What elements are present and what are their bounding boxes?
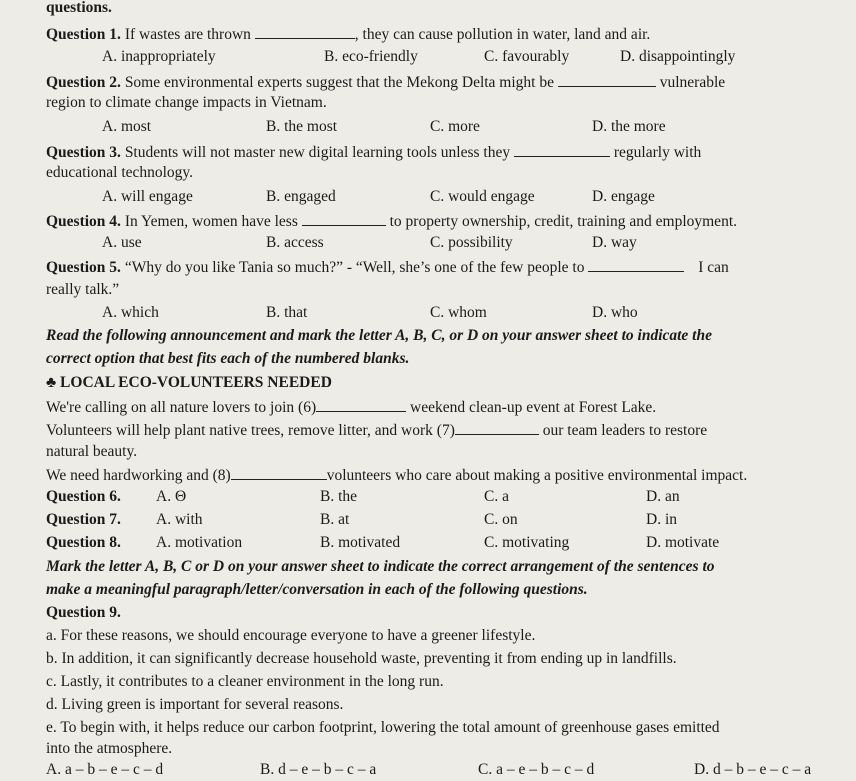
q8-label: Question 8. [46,534,121,551]
q2-option-c[interactable]: C. more [430,118,480,135]
q2-option-d[interactable]: D. the more [592,118,666,135]
announcement-line-4 [46,465,848,486]
q5-option-d[interactable]: D. who [592,304,638,321]
instruction-2-line-2: make a meaningful paragraph/letter/conversation in each of the following questions. [46,581,588,598]
q1-blank[interactable] [255,24,355,39]
q5-option-a[interactable]: A. which [102,304,159,321]
q9-sentence-a: a. For these reasons, we should encourage everyone to have a greener lifestyle. [46,627,536,644]
blank-6[interactable] [316,397,406,412]
q6-option-c[interactable]: C. a [484,488,509,505]
question-4 [46,211,848,232]
q1-text-b: , they can cause pollution in water, land and air. [354,26,651,43]
announcement-title: LOCAL ECO-VOLUNTEERS NEEDED [60,374,332,391]
q2-text-a: Some environmental experts suggest that the Mekong Delta might be [124,74,554,91]
q9-option-d[interactable]: D. d – b – e – c – a [694,761,812,778]
q9-sentence-c: c. Lastly, it contributes to a cleaner environment in the long run. [46,673,444,690]
announcement-title-row [46,373,848,393]
announcement-l1a: We're calling on all nature lovers to join (6) [46,399,317,416]
announcement-l4b: volunteers who care about making a positive environmental impact. [326,467,748,484]
q1-label: Question 1. [46,26,121,43]
q5-blank[interactable] [588,257,684,272]
q8-option-d[interactable]: D. motivate [646,534,720,551]
q1-option-a[interactable]: A. inappropriately [102,48,216,65]
announcement-line-3: natural beauty. [46,443,138,460]
announcement-line-1 [46,397,848,418]
q4-option-c[interactable]: C. possibility [430,234,513,251]
announcement-l2b: our team leaders to restore [542,422,708,439]
q2-option-a[interactable]: A. most [102,118,152,135]
q5-label: Question 5. [46,259,121,276]
question-3 [46,142,848,163]
q6-label: Question 6. [46,488,121,505]
q4-text-a: In Yemen, women have less [124,213,298,230]
header-text: questions. [46,0,112,16]
q9-option-a[interactable]: A. a – b – e – c – d [46,761,164,778]
announcement-l4a: We need hardworking and (8) [46,467,231,484]
q1-text-a: If wastes are thrown [124,26,251,43]
announcement-l2a: Volunteers will help plant native trees, remove litter, and work (7) [46,422,455,439]
q9-option-b[interactable]: B. d – e – b – c – a [260,761,377,778]
q9-sentence-d: d. Living green is important for several reasons. [46,696,344,713]
q5-text-a: “Why do you like Tania so much?” - “Well, she’s one of the few people to [124,259,585,276]
q3-text-b: regularly with [613,144,702,161]
q4-option-a[interactable]: A. use [102,234,142,251]
q8-row [46,533,848,553]
q4-option-d[interactable]: D. way [592,234,637,251]
q4-label: Question 4. [46,213,121,230]
q1-option-d[interactable]: D. disappointingly [620,48,736,65]
q7-label: Question 7. [46,511,121,528]
q4-option-b[interactable]: B. access [266,234,324,251]
q3-label: Question 3. [46,144,121,161]
blank-7[interactable] [455,420,539,435]
club-icon: ♣ [46,374,57,391]
q3-option-b[interactable]: B. engaged [266,188,336,205]
q5-option-b[interactable]: B. that [266,304,308,321]
q3-text-a: Students will not master new digital learning tools unless they [124,144,511,161]
question-5 [46,257,848,278]
q1-option-b[interactable]: B. eco-friendly [324,48,418,65]
q3-option-d[interactable]: D. engage [592,188,655,205]
q6-option-d[interactable]: D. an [646,488,680,505]
q7-option-a[interactable]: A. with [156,511,203,528]
q9-sentence-e-2: into the atmosphere. [46,740,173,757]
announcement-l1b: weekend clean-up event at Forest Lake. [410,399,657,416]
q9-sentence-e-1: e. To begin with, it helps reduce our carbon footprint, lowering the total amount of greenhouse gases emitted [46,719,720,736]
q6-row [46,487,848,507]
q2-text-b: vulnerable [659,74,726,91]
q2-option-b[interactable]: B. the most [266,118,338,135]
q3-blank[interactable] [514,142,610,157]
q4-text-b: to property ownership, credit, training and employment. [389,213,737,230]
q3-option-c[interactable]: C. would engage [430,188,535,205]
q7-row [46,510,848,530]
q2-blank[interactable] [558,72,656,87]
q8-option-b[interactable]: B. motivated [320,534,401,551]
q9-label: Question 9. [46,604,121,621]
q9-sentence-b: b. In addition, it can significantly decrease household waste, preventing it from ending up in landfills. [46,650,677,667]
q7-option-d[interactable]: D. in [646,511,677,528]
q6-option-b[interactable]: B. the [320,488,358,505]
q1-option-c[interactable]: C. favourably [484,48,570,65]
q8-option-c[interactable]: C. motivating [484,534,570,551]
announcement-line-2 [46,420,848,441]
q8-option-a[interactable]: A. motivation [156,534,243,551]
q5-option-c[interactable]: C. whom [430,304,487,321]
q5-text-b: I can [698,259,729,276]
q7-option-c[interactable]: C. on [484,511,518,528]
question-1 [46,24,848,45]
q9-option-c[interactable]: C. a – e – b – c – d [478,761,595,778]
q6-option-a[interactable]: A. Θ [156,488,187,505]
q3-text-c: educational technology. [46,164,194,181]
q2-label: Question 2. [46,74,121,91]
q2-text-c: region to climate change impacts in Vietnam. [46,94,327,111]
instruction-1-line-2: correct option that best fits each of the numbered blanks. [46,350,410,367]
blank-8[interactable] [231,465,327,480]
q3-option-a[interactable]: A. will engage [102,188,193,205]
q5-text-c: really talk.” [46,281,120,298]
q4-blank[interactable] [302,211,386,226]
question-2 [46,72,848,93]
instruction-2-line-1: Mark the letter A, B, C or D on your answer sheet to indicate the correct arrangement of the sentences to [46,558,715,575]
instruction-1-line-1: Read the following announcement and mark the letter A, B, C, or D on your answer sheet to indicate the [46,327,712,344]
q7-option-b[interactable]: B. at [320,511,350,528]
